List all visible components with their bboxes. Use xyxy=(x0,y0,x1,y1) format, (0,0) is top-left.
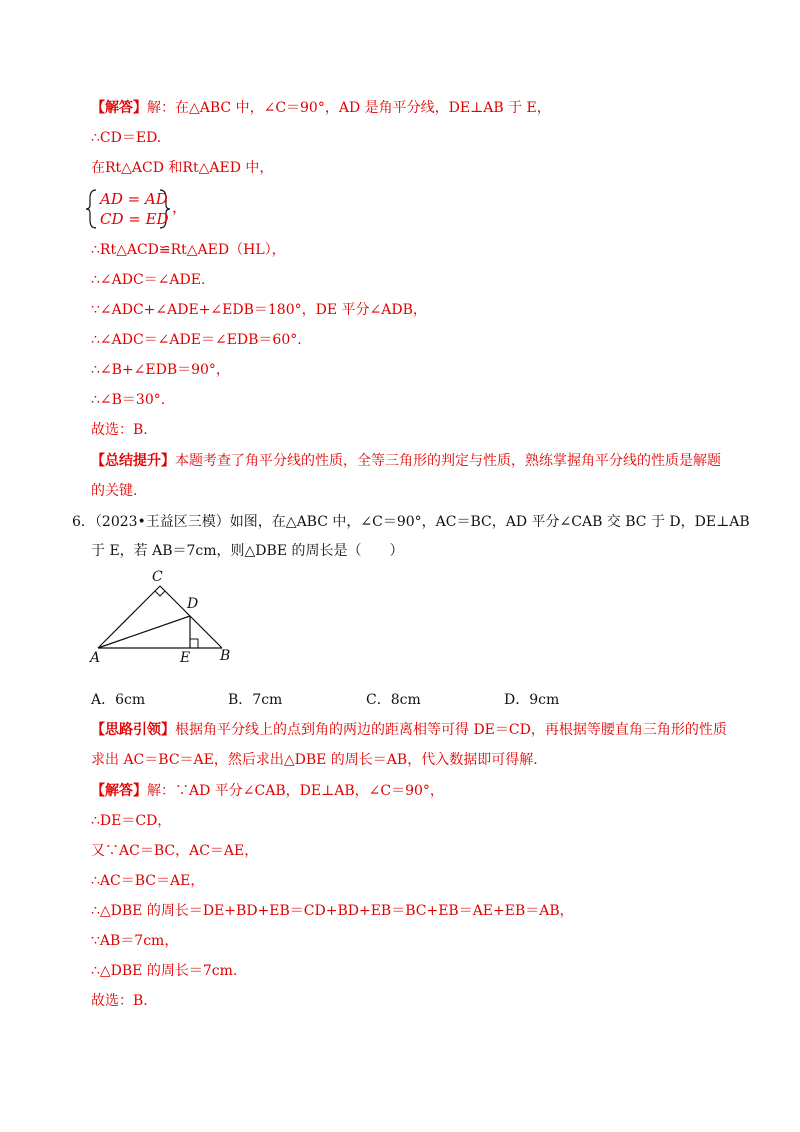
hint-line-1 xyxy=(91,720,727,740)
answer-text: 解：在△ABC 中，∠C＝90°，AD 是角平分线，DE⊥AB 于 E， xyxy=(147,100,551,116)
option-b: B．7cm xyxy=(228,692,283,708)
triangle-figure xyxy=(88,568,238,666)
answer-line-7: ∴∠ADC＝∠ADE＝∠EDB＝60°. xyxy=(91,332,302,348)
answer2-line-1 xyxy=(91,781,444,801)
answer2-line-5: ∴△DBE 的周长＝DE+BD+EB＝CD+BD+EB＝BC+EB＝AE+EB＝AB， xyxy=(91,903,574,919)
label-d: D xyxy=(187,596,199,612)
answer-tag: 【解答】 xyxy=(91,100,147,116)
equation-row-2: CD = ED xyxy=(100,210,169,228)
label-c: C xyxy=(152,569,163,585)
answer2-line-2: ∴DE＝CD， xyxy=(91,813,172,829)
hint-tag: 【思路引领】 xyxy=(91,722,175,738)
label-b: B xyxy=(220,648,231,664)
answer-line-9: ∴∠B＝30°. xyxy=(91,392,166,408)
answer2-line-6: ∵AB＝7cm， xyxy=(91,933,179,949)
hint-text-1: 根据角平分线上的点到角的两边的距离相等可得 DE＝CD，再根据等腰直角三角形的性质 xyxy=(175,722,727,738)
answer2-line-4: ∴AC＝BC＝AE， xyxy=(91,873,205,889)
question-number: 6． xyxy=(72,514,95,530)
hint-line-2: 求出 AC＝BC＝AE，然后求出△DBE 的周长＝AB，代入数据即可得解. xyxy=(91,752,538,768)
summary-line-1 xyxy=(91,451,721,471)
label-e: E xyxy=(180,650,191,666)
summary-line-2: 的关键. xyxy=(91,483,138,499)
answer-line-2: ∴CD＝ED. xyxy=(91,130,162,146)
answer-line-6: ∵∠ADC+∠ADE+∠EDB＝180°，DE 平分∠ADB， xyxy=(91,302,427,318)
answer2-line-3: 又∵AC＝BC，AC＝AE， xyxy=(91,843,259,859)
equation-row-1: AD = AD xyxy=(100,190,168,208)
answer2-text: 解：∵AD 平分∠CAB，DE⊥AB，∠C＝90°， xyxy=(147,783,444,799)
answer2-line-8: 故选：B. xyxy=(91,993,148,1009)
summary-text: 本题考查了角平分线的性质，全等三角形的判定与性质，熟练掌握角平分线的性质是解题 xyxy=(175,453,721,469)
question-line-2: 于 E，若 AB＝7cm，则△DBE 的周长是（ ） xyxy=(91,543,404,559)
equation-system xyxy=(86,188,206,230)
question-text-1: （2023•王益区三模）如图，在△ABC 中，∠C＝90°，AC＝BC，AD 平分∠CAB 交 BC 于 D，DE⊥AB xyxy=(94,514,750,530)
summary-tag: 【总结提升】 xyxy=(91,453,175,469)
option-c: C．8cm xyxy=(366,692,421,708)
option-d: D．9cm xyxy=(504,692,560,708)
answer2-tag: 【解答】 xyxy=(91,783,147,799)
answer-line-3: 在Rt△ACD 和Rt△AED 中， xyxy=(91,160,274,176)
answer-line-1 xyxy=(91,98,551,118)
label-a: A xyxy=(90,650,101,666)
answer2-line-7: ∴△DBE 的周长＝7cm. xyxy=(91,963,238,979)
answer-line-4: ∴Rt△ACD≌Rt△AED（HL）， xyxy=(91,242,286,258)
equation-suffix: ， xyxy=(172,198,188,216)
answer-line-8: ∴∠B+∠EDB＝90°， xyxy=(91,362,230,378)
option-a: A．6cm xyxy=(91,692,146,708)
answer-line-5: ∴∠ADC＝∠ADE. xyxy=(91,272,206,288)
question-line-1 xyxy=(72,512,750,532)
answer-line-10: 故选：B. xyxy=(91,422,148,438)
